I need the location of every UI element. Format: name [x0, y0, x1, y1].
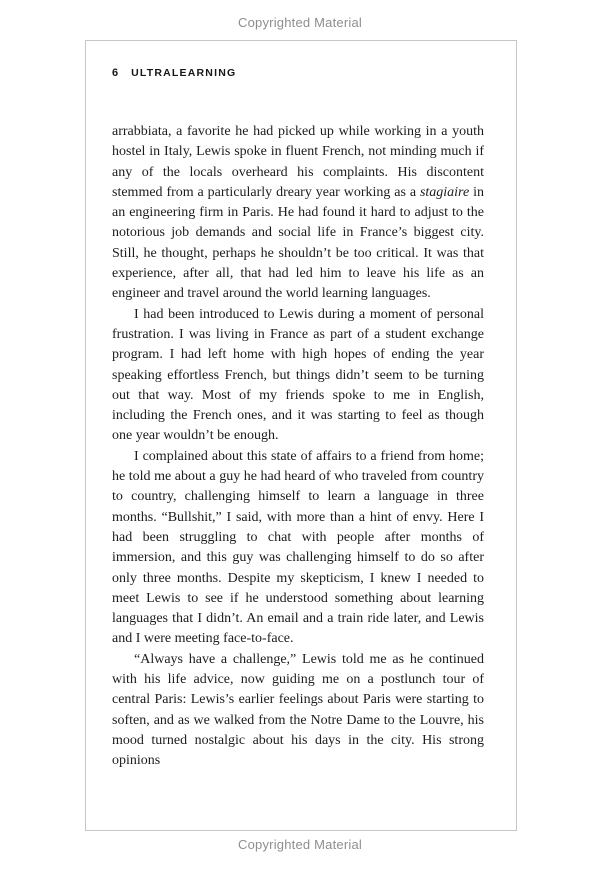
copyright-notice-top: Copyrighted Material — [238, 15, 362, 30]
body-text: I complained about this state of affairs to a friend from home; he told me about a guy he had heard of who traveled from country to country, challenging himself to learn a language in three months. “Bullshit,” I said, with more than a hint of envy. Here I had been struggling to chat with people after months of immersion, and this guy was challenging himself to do so after only three months. Despite my skepticism, I knew I needed to meet Lewis to see if he understood something about learning languages that I didn’t. An email and a train ride later, and Lewis and I were meeting face-to-face. — [112, 448, 484, 647]
page-frame — [85, 40, 517, 831]
body-text: in an engineering firm in Paris. He had found it hard to adjust to the notorious job demands and social life in France’s biggest city. Still, he thought, perhaps he shouldn’t be too critical. It was that experience, after all, that had led him to leave his life as an engineer and travel around the world learning languages. — [112, 184, 484, 302]
paragraph — [112, 122, 484, 305]
body-text: I had been introduced to Lewis during a moment of personal frustration. I was living in France as part of a student exchange program. I had left home with high hopes of ending the year speaking effortless French, but things didn’t seem to be turning out that way. Most of my friends spoke to me in English, including the French ones, and it was starting to feel as though one year wouldn’t be enough. — [112, 306, 484, 444]
paragraph — [112, 650, 484, 772]
italic-text: stagiaire — [419, 184, 470, 200]
copyright-notice-bottom: Copyrighted Material — [238, 837, 362, 852]
running-header — [112, 67, 484, 79]
body-text: arrabbiata, a favorite he had picked up while working in a youth hostel in Italy, Lewis spoke in fluent French, not minding much if any of the locals overheard his complaints. His discontent stemmed from a particularly dreary year working as a — [112, 124, 484, 200]
page-number: 6 — [112, 67, 119, 79]
body-text: “Always have a challenge,” Lewis told me as he continued with his life advice, now guiding me on a postlunch tour of central Paris: Lewis’s earlier feelings about Paris were starting to soften, and as we walked from the Notre Dame to the Louvre, his mood turned nostalgic about his days in the city. His strong opinions — [112, 651, 484, 769]
page-content — [112, 67, 484, 772]
running-head-title: ULTRALEARNING — [131, 67, 237, 79]
page-body — [112, 122, 484, 772]
paragraph — [112, 447, 484, 650]
paragraph — [112, 305, 484, 447]
